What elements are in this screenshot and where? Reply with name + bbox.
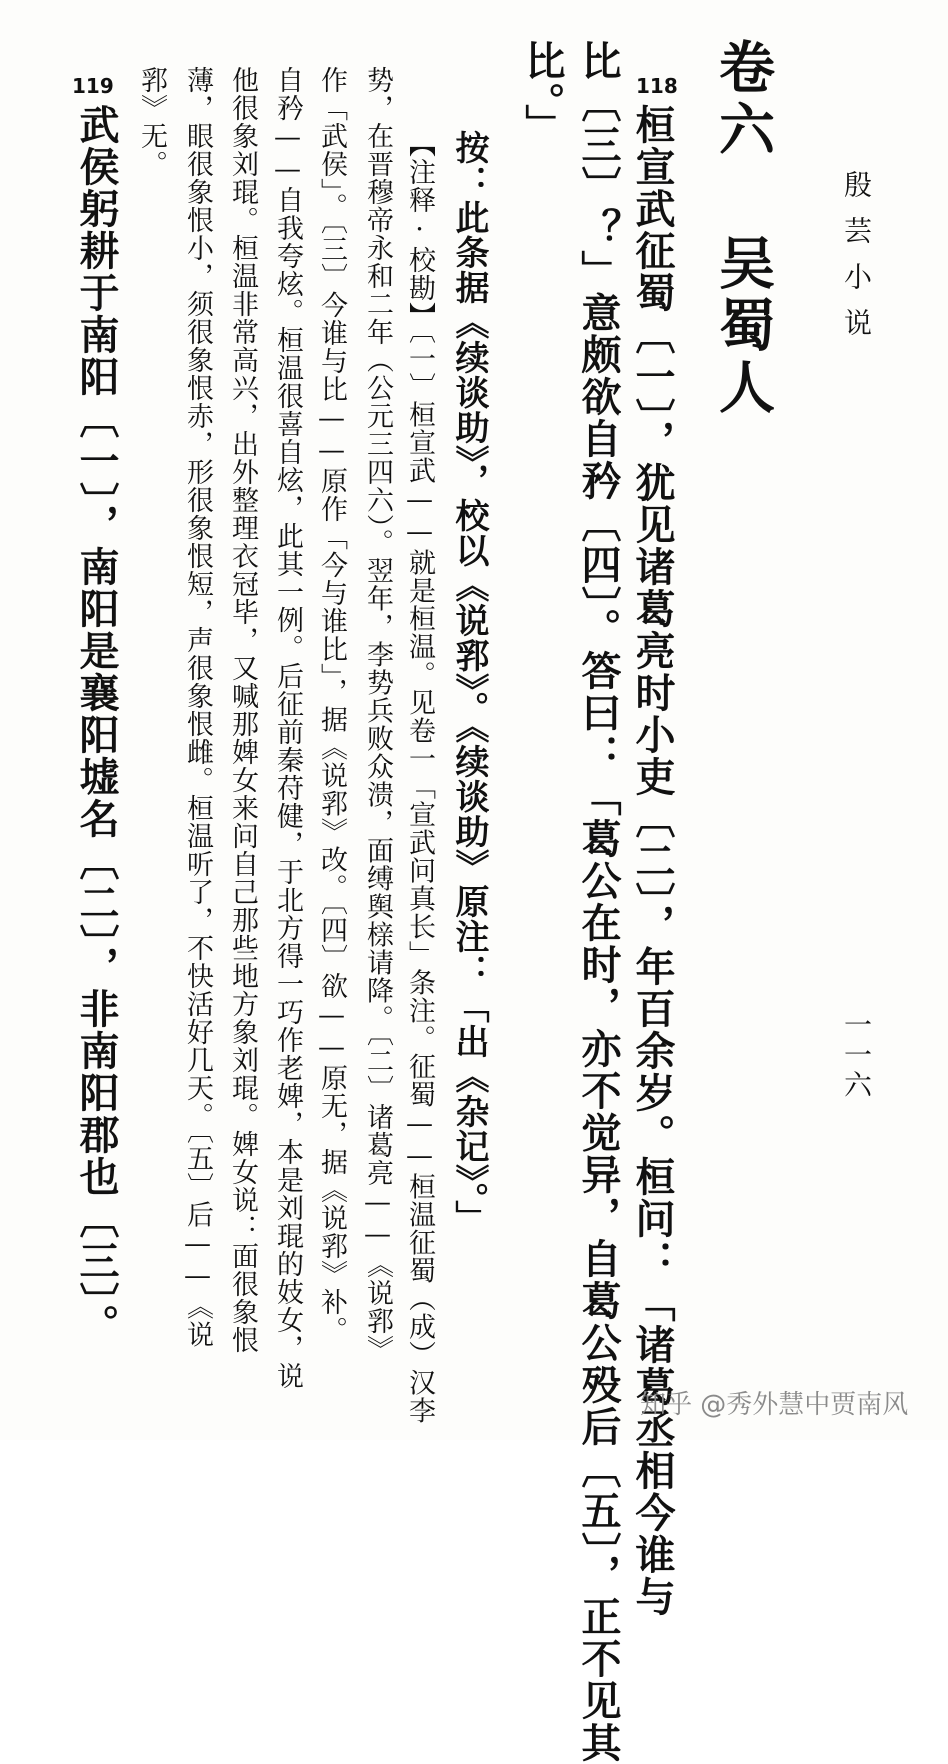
entry-number-118: 118 — [636, 74, 678, 98]
annotation-line-3: 作「武侯」。〔三〕今谁与比——原作「今与谁比」，据《说郛》改。〔四〕欲——原无，据《说郛》补。 — [316, 66, 347, 1344]
entry-number-119: 119 — [72, 74, 114, 98]
entry-118-line-3: 比。」 — [519, 40, 566, 146]
entry-118-line-1: 桓宣武征蜀〔一〕，犹见诸葛亮时小吏〔二〕，年百余岁。桓问：「诸葛丞相今谁与 — [629, 104, 676, 1618]
running-header-title: 殷芸小说 — [840, 170, 873, 354]
annotation-line-1: 【注释·校勘】〔一〕桓宣武——就是桓温。见卷一「宣武问真长」条注。征蜀——桓温征蜀（成）汉李 — [404, 130, 435, 1425]
page-number: 一一六 — [840, 1010, 873, 1100]
annotation-line-2: 势，在晋穆帝永和二年（公元三四六）。翌年，李势兵败众溃，面缚舆榇请降。〔二〕诸葛亮——《说郛》 — [362, 66, 393, 1363]
chapter-title: 卷六 吴蜀人 — [710, 38, 776, 420]
annotation-line-4: 自矜——自我夸炫。桓温很喜自炫，此其一例。后征前秦苻健，于北方得一巧作老婢，本是刘琨的妓女，说 — [272, 66, 303, 1390]
annotation-line-5: 他很象刘琨。桓温非常高兴，出外整理衣冠毕，又喊那婢女来问自己那些地方象刘琨。婢女说：面很象恨 — [227, 66, 258, 1354]
zhihu-watermark: 知乎 @秀外慧中贾南风 — [640, 1390, 909, 1420]
annotation-line-7: 郛》无。 — [136, 66, 167, 178]
source-note: 按：此条据《续谈助》，校以《说郛》。《续谈助》原注：「出《杂记》。」 — [449, 130, 489, 1235]
entry-119-line-1: 武侯躬耕于南阳〔一〕，南阳是襄阳墟名〔二〕，非南阳郡也〔三〕。 — [73, 104, 120, 1346]
annotation-line-6: 薄，眼很象恨小，须很象恨赤，形很象恨短，声很象恨雌。桓温听了，不快活好几天。〔五〕后——《说 — [182, 66, 213, 1349]
entry-118-line-2: 比〔三〕？」意颇欲自矜〔四〕。答曰：「葛公在时，亦不觉异，自葛公殁后〔五〕，正不见其 — [575, 40, 622, 1764]
